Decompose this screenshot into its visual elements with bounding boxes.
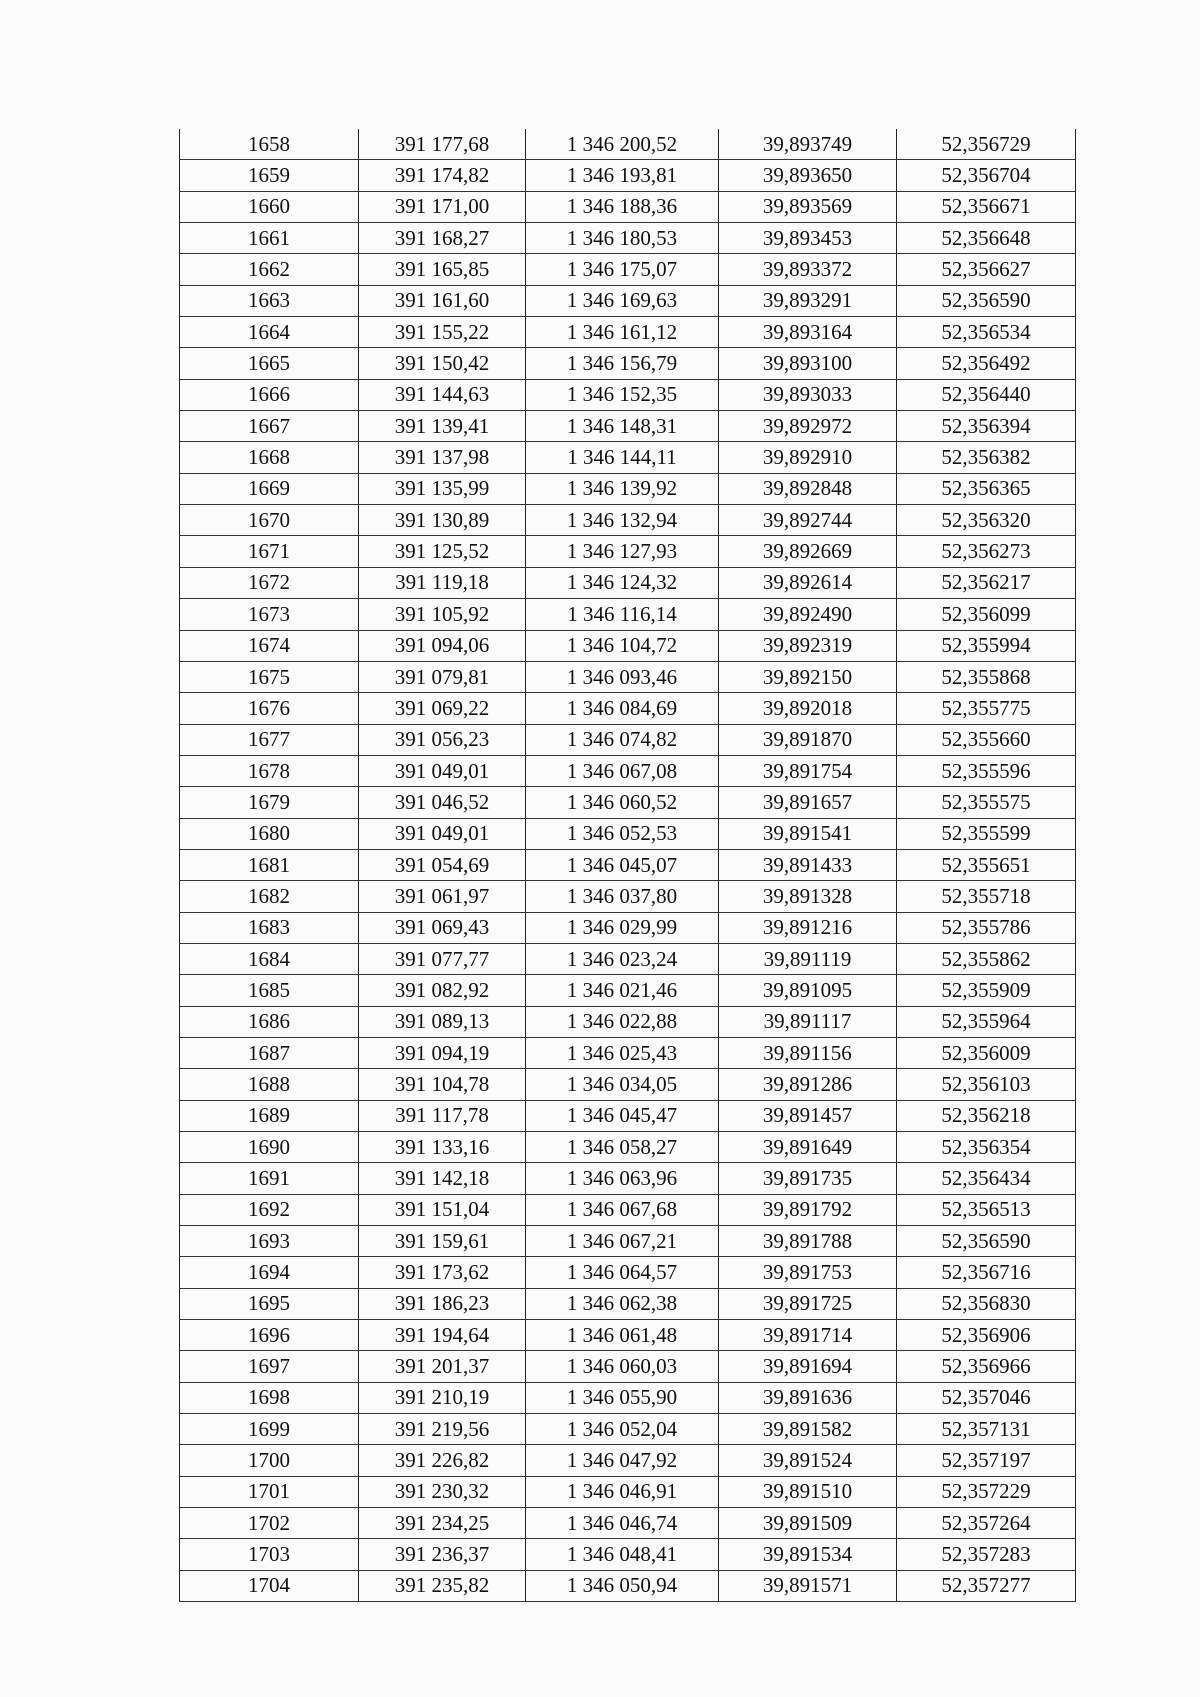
table-row	[180, 254, 1076, 285]
latitude-cell: 52,355775	[897, 693, 1076, 724]
point-number-cell: 1690	[180, 1132, 359, 1163]
y-coordinate-cell: 1 346 144,11	[526, 442, 719, 473]
point-number-cell: 1660	[180, 191, 359, 222]
point-number-cell: 1685	[180, 975, 359, 1006]
table-row	[180, 348, 1076, 379]
latitude-cell: 52,356648	[897, 223, 1076, 254]
longitude-cell: 39,891792	[719, 1194, 897, 1225]
latitude-cell: 52,357197	[897, 1445, 1076, 1476]
y-coordinate-cell: 1 346 067,08	[526, 755, 719, 786]
x-coordinate-cell: 391 171,00	[359, 191, 526, 222]
point-number-cell: 1676	[180, 693, 359, 724]
point-number-cell: 1658	[180, 129, 359, 160]
latitude-cell: 52,355651	[897, 849, 1076, 880]
latitude-cell: 52,356590	[897, 1226, 1076, 1257]
table-row	[180, 1069, 1076, 1100]
x-coordinate-cell: 391 159,61	[359, 1226, 526, 1257]
longitude-cell: 39,891725	[719, 1288, 897, 1319]
y-coordinate-cell: 1 346 022,88	[526, 1006, 719, 1037]
latitude-cell: 52,356906	[897, 1320, 1076, 1351]
point-number-cell: 1695	[180, 1288, 359, 1319]
longitude-cell: 39,893100	[719, 348, 897, 379]
point-number-cell: 1663	[180, 285, 359, 316]
longitude-cell: 39,891541	[719, 818, 897, 849]
y-coordinate-cell: 1 346 062,38	[526, 1288, 719, 1319]
y-coordinate-cell: 1 346 084,69	[526, 693, 719, 724]
table-row	[180, 1414, 1076, 1445]
x-coordinate-cell: 391 082,92	[359, 975, 526, 1006]
latitude-cell: 52,356534	[897, 317, 1076, 348]
table-row	[180, 1100, 1076, 1131]
x-coordinate-cell: 391 049,01	[359, 755, 526, 786]
x-coordinate-cell: 391 054,69	[359, 849, 526, 880]
table-row	[180, 755, 1076, 786]
point-number-cell: 1684	[180, 943, 359, 974]
x-coordinate-cell: 391 219,56	[359, 1414, 526, 1445]
longitude-cell: 39,893291	[719, 285, 897, 316]
table-row	[180, 317, 1076, 348]
table-row	[180, 1476, 1076, 1507]
latitude-cell: 52,356513	[897, 1194, 1076, 1225]
point-number-cell: 1671	[180, 536, 359, 567]
y-coordinate-cell: 1 346 046,91	[526, 1476, 719, 1507]
x-coordinate-cell: 391 079,81	[359, 661, 526, 692]
point-number-cell: 1667	[180, 411, 359, 442]
table-row	[180, 1194, 1076, 1225]
table-row	[180, 160, 1076, 191]
longitude-cell: 39,893033	[719, 379, 897, 410]
latitude-cell: 52,356365	[897, 473, 1076, 504]
y-coordinate-cell: 1 346 169,63	[526, 285, 719, 316]
x-coordinate-cell: 391 186,23	[359, 1288, 526, 1319]
x-coordinate-cell: 391 105,92	[359, 599, 526, 630]
x-coordinate-cell: 391 155,22	[359, 317, 526, 348]
point-number-cell: 1687	[180, 1037, 359, 1068]
point-number-cell: 1698	[180, 1382, 359, 1413]
y-coordinate-cell: 1 346 064,57	[526, 1257, 719, 1288]
longitude-cell: 39,892018	[719, 693, 897, 724]
y-coordinate-cell: 1 346 037,80	[526, 881, 719, 912]
latitude-cell: 52,356590	[897, 285, 1076, 316]
point-number-cell: 1664	[180, 317, 359, 348]
x-coordinate-cell: 391 049,01	[359, 818, 526, 849]
y-coordinate-cell: 1 346 161,12	[526, 317, 719, 348]
y-coordinate-cell: 1 346 116,14	[526, 599, 719, 630]
longitude-cell: 39,891286	[719, 1069, 897, 1100]
table-row	[180, 818, 1076, 849]
latitude-cell: 52,357046	[897, 1382, 1076, 1413]
y-coordinate-cell: 1 346 180,53	[526, 223, 719, 254]
longitude-cell: 39,893650	[719, 160, 897, 191]
latitude-cell: 52,356671	[897, 191, 1076, 222]
table-row	[180, 975, 1076, 1006]
x-coordinate-cell: 391 117,78	[359, 1100, 526, 1131]
point-number-cell: 1703	[180, 1539, 359, 1570]
x-coordinate-cell: 391 094,19	[359, 1037, 526, 1068]
latitude-cell: 52,355909	[897, 975, 1076, 1006]
table-row	[180, 1382, 1076, 1413]
x-coordinate-cell: 391 230,32	[359, 1476, 526, 1507]
x-coordinate-cell: 391 056,23	[359, 724, 526, 755]
latitude-cell: 52,355868	[897, 661, 1076, 692]
longitude-cell: 39,893164	[719, 317, 897, 348]
y-coordinate-cell: 1 346 055,90	[526, 1382, 719, 1413]
point-number-cell: 1683	[180, 912, 359, 943]
latitude-cell: 52,357131	[897, 1414, 1076, 1445]
table-row	[180, 787, 1076, 818]
longitude-cell: 39,891694	[719, 1351, 897, 1382]
longitude-cell: 39,891714	[719, 1320, 897, 1351]
x-coordinate-cell: 391 168,27	[359, 223, 526, 254]
y-coordinate-cell: 1 346 127,93	[526, 536, 719, 567]
point-number-cell: 1699	[180, 1414, 359, 1445]
longitude-cell: 39,891156	[719, 1037, 897, 1068]
latitude-cell: 52,356716	[897, 1257, 1076, 1288]
table-row	[180, 1288, 1076, 1319]
y-coordinate-cell: 1 346 152,35	[526, 379, 719, 410]
point-number-cell: 1662	[180, 254, 359, 285]
point-number-cell: 1659	[180, 160, 359, 191]
point-number-cell: 1669	[180, 473, 359, 504]
longitude-cell: 39,891870	[719, 724, 897, 755]
y-coordinate-cell: 1 346 124,32	[526, 567, 719, 598]
y-coordinate-cell: 1 346 021,46	[526, 975, 719, 1006]
longitude-cell: 39,891754	[719, 755, 897, 786]
longitude-cell: 39,891753	[719, 1257, 897, 1288]
table-row	[180, 1320, 1076, 1351]
y-coordinate-cell: 1 346 048,41	[526, 1539, 719, 1570]
y-coordinate-cell: 1 346 156,79	[526, 348, 719, 379]
table-row	[180, 849, 1076, 880]
longitude-cell: 39,893453	[719, 223, 897, 254]
point-number-cell: 1696	[180, 1320, 359, 1351]
longitude-cell: 39,891534	[719, 1539, 897, 1570]
latitude-cell: 52,356218	[897, 1100, 1076, 1131]
latitude-cell: 52,356354	[897, 1132, 1076, 1163]
y-coordinate-cell: 1 346 104,72	[526, 630, 719, 661]
longitude-cell: 39,892744	[719, 505, 897, 536]
x-coordinate-cell: 391 137,98	[359, 442, 526, 473]
y-coordinate-cell: 1 346 052,04	[526, 1414, 719, 1445]
table-row	[180, 693, 1076, 724]
x-coordinate-cell: 391 174,82	[359, 160, 526, 191]
longitude-cell: 39,891216	[719, 912, 897, 943]
table-row	[180, 1445, 1076, 1476]
latitude-cell: 52,355994	[897, 630, 1076, 661]
table-row	[180, 1226, 1076, 1257]
latitude-cell: 52,356099	[897, 599, 1076, 630]
point-number-cell: 1679	[180, 787, 359, 818]
y-coordinate-cell: 1 346 074,82	[526, 724, 719, 755]
y-coordinate-cell: 1 346 132,94	[526, 505, 719, 536]
longitude-cell: 39,892150	[719, 661, 897, 692]
point-number-cell: 1665	[180, 348, 359, 379]
y-coordinate-cell: 1 346 023,24	[526, 943, 719, 974]
point-number-cell: 1682	[180, 881, 359, 912]
table-row	[180, 411, 1076, 442]
longitude-cell: 39,891328	[719, 881, 897, 912]
point-number-cell: 1689	[180, 1100, 359, 1131]
x-coordinate-cell: 391 142,18	[359, 1163, 526, 1194]
y-coordinate-cell: 1 346 060,52	[526, 787, 719, 818]
x-coordinate-cell: 391 133,16	[359, 1132, 526, 1163]
latitude-cell: 52,355862	[897, 943, 1076, 974]
point-number-cell: 1700	[180, 1445, 359, 1476]
y-coordinate-cell: 1 346 047,92	[526, 1445, 719, 1476]
latitude-cell: 52,357229	[897, 1476, 1076, 1507]
longitude-cell: 39,891524	[719, 1445, 897, 1476]
table-row	[180, 473, 1076, 504]
latitude-cell: 52,356009	[897, 1037, 1076, 1068]
point-number-cell: 1666	[180, 379, 359, 410]
x-coordinate-cell: 391 150,42	[359, 348, 526, 379]
point-number-cell: 1691	[180, 1163, 359, 1194]
longitude-cell: 39,893749	[719, 129, 897, 160]
y-coordinate-cell: 1 346 061,48	[526, 1320, 719, 1351]
longitude-cell: 39,892319	[719, 630, 897, 661]
y-coordinate-cell: 1 346 139,92	[526, 473, 719, 504]
x-coordinate-cell: 391 135,99	[359, 473, 526, 504]
latitude-cell: 52,356382	[897, 442, 1076, 473]
point-number-cell: 1670	[180, 505, 359, 536]
x-coordinate-cell: 391 161,60	[359, 285, 526, 316]
longitude-cell: 39,891657	[719, 787, 897, 818]
y-coordinate-cell: 1 346 193,81	[526, 160, 719, 191]
x-coordinate-cell: 391 194,64	[359, 1320, 526, 1351]
x-coordinate-cell: 391 151,04	[359, 1194, 526, 1225]
latitude-cell: 52,356966	[897, 1351, 1076, 1382]
table-row	[180, 442, 1076, 473]
latitude-cell: 52,356627	[897, 254, 1076, 285]
y-coordinate-cell: 1 346 025,43	[526, 1037, 719, 1068]
latitude-cell: 52,356273	[897, 536, 1076, 567]
longitude-cell: 39,892972	[719, 411, 897, 442]
latitude-cell: 52,356434	[897, 1163, 1076, 1194]
y-coordinate-cell: 1 346 063,96	[526, 1163, 719, 1194]
latitude-cell: 52,355596	[897, 755, 1076, 786]
longitude-cell: 39,892669	[719, 536, 897, 567]
table-row	[180, 505, 1076, 536]
longitude-cell: 39,892490	[719, 599, 897, 630]
x-coordinate-cell: 391 226,82	[359, 1445, 526, 1476]
y-coordinate-cell: 1 346 050,94	[526, 1570, 719, 1601]
latitude-cell: 52,355718	[897, 881, 1076, 912]
latitude-cell: 52,356492	[897, 348, 1076, 379]
latitude-cell: 52,357277	[897, 1570, 1076, 1601]
latitude-cell: 52,356729	[897, 129, 1076, 160]
point-number-cell: 1672	[180, 567, 359, 598]
table-row	[180, 285, 1076, 316]
y-coordinate-cell: 1 346 175,07	[526, 254, 719, 285]
y-coordinate-cell: 1 346 060,03	[526, 1351, 719, 1382]
table-row	[180, 1132, 1076, 1163]
latitude-cell: 52,355599	[897, 818, 1076, 849]
x-coordinate-cell: 391 125,52	[359, 536, 526, 567]
coordinates-table	[179, 129, 1076, 1602]
longitude-cell: 39,891457	[719, 1100, 897, 1131]
y-coordinate-cell: 1 346 045,07	[526, 849, 719, 880]
x-coordinate-cell: 391 201,37	[359, 1351, 526, 1382]
table-row	[180, 912, 1076, 943]
longitude-cell: 39,891649	[719, 1132, 897, 1163]
x-coordinate-cell: 391 077,77	[359, 943, 526, 974]
x-coordinate-cell: 391 144,63	[359, 379, 526, 410]
latitude-cell: 52,356217	[897, 567, 1076, 598]
point-number-cell: 1668	[180, 442, 359, 473]
point-number-cell: 1686	[180, 1006, 359, 1037]
point-number-cell: 1675	[180, 661, 359, 692]
point-number-cell: 1704	[180, 1570, 359, 1601]
y-coordinate-cell: 1 346 046,74	[526, 1508, 719, 1539]
table-row	[180, 1163, 1076, 1194]
x-coordinate-cell: 391 173,62	[359, 1257, 526, 1288]
longitude-cell: 39,892614	[719, 567, 897, 598]
longitude-cell: 39,891119	[719, 943, 897, 974]
longitude-cell: 39,891735	[719, 1163, 897, 1194]
longitude-cell: 39,891571	[719, 1570, 897, 1601]
point-number-cell: 1661	[180, 223, 359, 254]
x-coordinate-cell: 391 094,06	[359, 630, 526, 661]
y-coordinate-cell: 1 346 034,05	[526, 1069, 719, 1100]
x-coordinate-cell: 391 234,25	[359, 1508, 526, 1539]
table-row	[180, 191, 1076, 222]
x-coordinate-cell: 391 210,19	[359, 1382, 526, 1413]
point-number-cell: 1681	[180, 849, 359, 880]
x-coordinate-cell: 391 139,41	[359, 411, 526, 442]
y-coordinate-cell: 1 346 045,47	[526, 1100, 719, 1131]
x-coordinate-cell: 391 089,13	[359, 1006, 526, 1037]
x-coordinate-cell: 391 061,97	[359, 881, 526, 912]
y-coordinate-cell: 1 346 200,52	[526, 129, 719, 160]
longitude-cell: 39,891117	[719, 1006, 897, 1037]
point-number-cell: 1674	[180, 630, 359, 661]
table-row	[180, 724, 1076, 755]
x-coordinate-cell: 391 104,78	[359, 1069, 526, 1100]
table-row	[180, 1037, 1076, 1068]
point-number-cell: 1677	[180, 724, 359, 755]
table-row	[180, 661, 1076, 692]
point-number-cell: 1694	[180, 1257, 359, 1288]
table-row	[180, 379, 1076, 410]
longitude-cell: 39,892910	[719, 442, 897, 473]
y-coordinate-cell: 1 346 188,36	[526, 191, 719, 222]
latitude-cell: 52,355660	[897, 724, 1076, 755]
point-number-cell: 1697	[180, 1351, 359, 1382]
y-coordinate-cell: 1 346 052,53	[526, 818, 719, 849]
x-coordinate-cell: 391 235,82	[359, 1570, 526, 1601]
point-number-cell: 1673	[180, 599, 359, 630]
longitude-cell: 39,891788	[719, 1226, 897, 1257]
y-coordinate-cell: 1 346 093,46	[526, 661, 719, 692]
latitude-cell: 52,355964	[897, 1006, 1076, 1037]
x-coordinate-cell: 391 069,43	[359, 912, 526, 943]
latitude-cell: 52,356103	[897, 1069, 1076, 1100]
table-row	[180, 599, 1076, 630]
longitude-cell: 39,891582	[719, 1414, 897, 1445]
x-coordinate-cell: 391 165,85	[359, 254, 526, 285]
table-row	[180, 536, 1076, 567]
y-coordinate-cell: 1 346 029,99	[526, 912, 719, 943]
latitude-cell: 52,356394	[897, 411, 1076, 442]
longitude-cell: 39,893569	[719, 191, 897, 222]
table-row	[180, 881, 1076, 912]
latitude-cell: 52,356440	[897, 379, 1076, 410]
longitude-cell: 39,891095	[719, 975, 897, 1006]
table-row	[180, 223, 1076, 254]
latitude-cell: 52,355786	[897, 912, 1076, 943]
y-coordinate-cell: 1 346 058,27	[526, 1132, 719, 1163]
x-coordinate-cell: 391 119,18	[359, 567, 526, 598]
latitude-cell: 52,357283	[897, 1539, 1076, 1570]
x-coordinate-cell: 391 236,37	[359, 1539, 526, 1570]
latitude-cell: 52,355575	[897, 787, 1076, 818]
latitude-cell: 52,357264	[897, 1508, 1076, 1539]
point-number-cell: 1701	[180, 1476, 359, 1507]
table-row	[180, 567, 1076, 598]
x-coordinate-cell: 391 069,22	[359, 693, 526, 724]
longitude-cell: 39,892848	[719, 473, 897, 504]
table-row	[180, 1257, 1076, 1288]
point-number-cell: 1693	[180, 1226, 359, 1257]
longitude-cell: 39,891636	[719, 1382, 897, 1413]
table-row	[180, 943, 1076, 974]
x-coordinate-cell: 391 177,68	[359, 129, 526, 160]
x-coordinate-cell: 391 130,89	[359, 505, 526, 536]
table-row	[180, 129, 1076, 160]
y-coordinate-cell: 1 346 067,21	[526, 1226, 719, 1257]
table-row	[180, 1351, 1076, 1382]
longitude-cell: 39,891509	[719, 1508, 897, 1539]
longitude-cell: 39,891510	[719, 1476, 897, 1507]
latitude-cell: 52,356830	[897, 1288, 1076, 1319]
point-number-cell: 1678	[180, 755, 359, 786]
point-number-cell: 1692	[180, 1194, 359, 1225]
latitude-cell: 52,356704	[897, 160, 1076, 191]
y-coordinate-cell: 1 346 067,68	[526, 1194, 719, 1225]
table-row	[180, 1508, 1076, 1539]
table-row	[180, 1539, 1076, 1570]
latitude-cell: 52,356320	[897, 505, 1076, 536]
point-number-cell: 1680	[180, 818, 359, 849]
table-row	[180, 1570, 1076, 1601]
table-row	[180, 1006, 1076, 1037]
x-coordinate-cell: 391 046,52	[359, 787, 526, 818]
longitude-cell: 39,891433	[719, 849, 897, 880]
table-body	[180, 129, 1076, 1602]
y-coordinate-cell: 1 346 148,31	[526, 411, 719, 442]
point-number-cell: 1688	[180, 1069, 359, 1100]
point-number-cell: 1702	[180, 1508, 359, 1539]
longitude-cell: 39,893372	[719, 254, 897, 285]
table-row	[180, 630, 1076, 661]
